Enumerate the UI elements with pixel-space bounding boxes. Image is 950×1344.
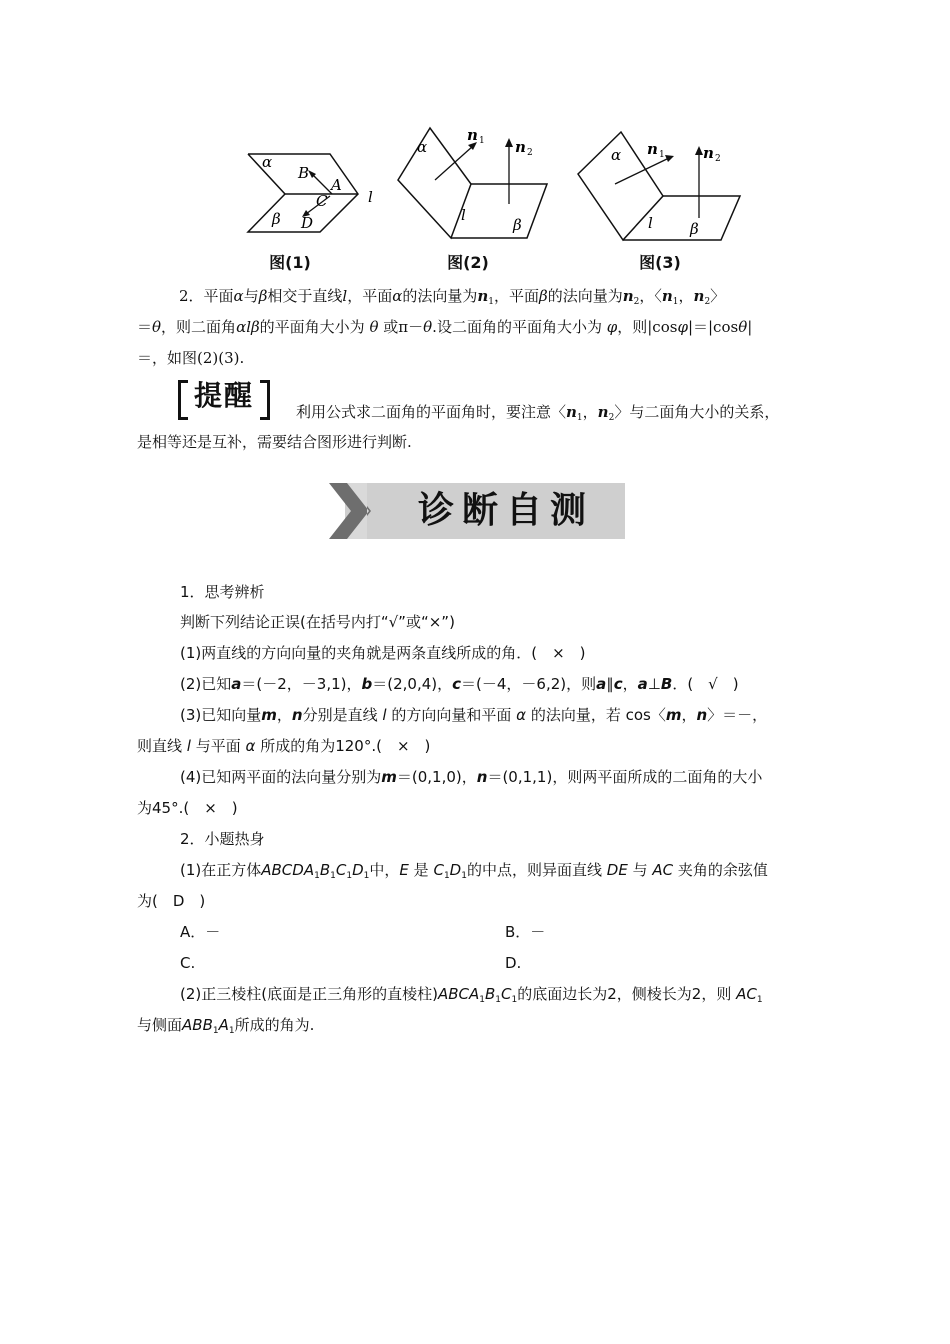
text: 分别是直线 [302, 706, 378, 724]
text: 的法向量为 [547, 287, 623, 305]
figure-3-alpha: α [611, 146, 622, 164]
vector-a: a [596, 675, 607, 693]
figure-2-beta: β [513, 216, 522, 234]
heading-thinking: 1．思考辨析 [180, 583, 265, 601]
vector-b-upper: B [660, 675, 673, 693]
text: (4)已知两平面的法向量分别为 [180, 768, 382, 786]
text: (2)已知 [180, 675, 232, 693]
text: 夹角的余弦值 [677, 861, 768, 879]
figure-3-caption: 图(3) [639, 253, 681, 272]
text: 中， [369, 861, 400, 879]
paragraph-line-2 [137, 312, 829, 343]
bracket-right [260, 380, 270, 420]
choice-b: B．－ [505, 923, 546, 941]
text: 利用公式求二面角的平面角时，要注意〈 [296, 403, 567, 421]
problem-1-line-1 [180, 860, 768, 880]
symbol-alpha: α [233, 287, 244, 305]
question-3-line-1 [180, 705, 767, 725]
question-4-line-1 [180, 767, 762, 787]
text: 2．平面 [179, 287, 234, 305]
symbol-theta: θ [369, 318, 379, 336]
subscript: 1 [314, 871, 320, 881]
text: ， [681, 706, 697, 724]
line-de: DE [606, 861, 628, 879]
vertex: D [352, 861, 364, 879]
symbol-theta: θ [423, 318, 433, 336]
vector-n: n [566, 403, 577, 421]
dihedral-angle-paragraph [137, 281, 829, 374]
subscript: 1 [511, 995, 518, 1005]
figure-2-alpha: α [417, 138, 428, 156]
text: 是 [413, 861, 429, 879]
vector-m: m [381, 768, 397, 786]
text: 所成的角为. [234, 1016, 315, 1034]
text: 与侧面 [137, 1016, 183, 1034]
chevron-right-icon [327, 483, 387, 539]
text: ，平面 [347, 287, 393, 305]
instructions: 判断下列结论正误(在括号内打“√”或“×”) [180, 613, 455, 631]
figure-1 [240, 122, 390, 246]
symbol-beta: β [258, 287, 268, 305]
text: 或π－ [383, 318, 424, 336]
text: (1)在正方体 [180, 861, 262, 879]
tip-label-box [178, 378, 270, 418]
symbol-beta: β [539, 287, 548, 305]
symbol-phi: φ [606, 318, 618, 336]
choice-d: D. [505, 954, 522, 972]
text: ，则二面角 [161, 318, 237, 336]
vector-n: n [661, 287, 673, 305]
subscript: 1 [576, 413, 583, 423]
subscript: 1 [495, 995, 502, 1005]
text: 的底面边长为2，侧棱长为2，则 [517, 985, 732, 1003]
subscript: 1 [346, 871, 353, 881]
vector-n: n [477, 287, 489, 305]
text: |＝|cos [687, 318, 739, 336]
subscript: 1 [363, 871, 370, 881]
choice-c: C. [180, 954, 196, 972]
symbol-theta: θ [152, 318, 162, 336]
vector-b: b [361, 675, 373, 693]
text: 的中点，则异面直线 [466, 861, 602, 879]
text: 的方向向量和平面 [391, 706, 512, 724]
figure-3-n1: n [647, 140, 658, 158]
text: (2)正三棱柱(底面是正三角形的直棱柱) [180, 985, 438, 1003]
figure-2-diagram [395, 122, 555, 242]
subscript: 2 [608, 413, 615, 423]
vector-m: m [665, 706, 682, 724]
vertex: C [433, 861, 444, 879]
figure-3-n2: n [703, 144, 714, 162]
text: ， [582, 403, 598, 421]
problem-2-line-2 [137, 1015, 314, 1035]
text: | [747, 318, 753, 336]
symbol-theta: θ [738, 318, 748, 336]
vertex: B [319, 861, 331, 879]
text: 〉＝－， [707, 706, 768, 724]
figure-1-diagram [240, 122, 390, 242]
symbol-alpha: α [516, 706, 527, 724]
problem-1-line-2: 为( D ) [137, 892, 206, 910]
cube-name: ABCDA [261, 861, 315, 879]
face-name: ABB [182, 1016, 213, 1034]
text: ＝(0,1,0)， [396, 768, 477, 786]
tip-line-1 [296, 402, 779, 422]
figure-2 [395, 122, 555, 246]
text: ，平面 [494, 287, 540, 305]
symbol-l: l [186, 737, 191, 755]
tip-line-2: 是相等还是互补，需要结合图形进行判断. [137, 433, 412, 451]
figure-2-n1-sub: 1 [479, 136, 485, 146]
figure-2-caption: 图(2) [447, 253, 489, 272]
vector-m: m [261, 706, 277, 724]
bracket-left [178, 380, 188, 420]
figure-3-n2-sub: 2 [715, 154, 721, 164]
vertex: B [485, 985, 496, 1003]
section-banner [327, 483, 625, 539]
tip-label: 提醒 [194, 379, 255, 412]
subscript: 1 [212, 1026, 219, 1036]
vector-c: c [613, 675, 623, 693]
text: ．( √ ) [672, 675, 739, 693]
vector-n: n [696, 706, 708, 724]
question-4-line-2: 为45°.( × ) [137, 799, 238, 817]
text: 与平面 [195, 737, 241, 755]
symbol-alpha: α [245, 737, 256, 755]
vector-n: n [597, 403, 609, 421]
text: 的法向量，若 cos〈 [530, 706, 666, 724]
problem-2-line-1 [180, 984, 763, 1004]
prism-name: ABCA [437, 985, 480, 1003]
line-ac: AC [736, 985, 757, 1003]
figure-1-point-d: D [301, 214, 314, 232]
line-ac: AC [652, 861, 674, 879]
text: ∥ [606, 675, 614, 693]
question-1: (1)两直线的方向向量的夹角就是两条直线所成的角．( × ) [180, 644, 586, 662]
figure-2-n1: n [467, 126, 478, 144]
symbol-phi: φ [677, 318, 688, 336]
figure-2-n2-sub: 2 [527, 148, 533, 158]
text: (3)已知向量 [180, 706, 262, 724]
text: 则直线 [137, 737, 183, 755]
subscript: 1 [488, 297, 495, 307]
paragraph-line-1 [137, 281, 829, 312]
symbol-l: l [382, 706, 387, 724]
text: 所成的角为120°.( × ) [260, 737, 431, 755]
text: ＝(2,0,4)， [372, 675, 453, 693]
text: 的平面角大小为 [259, 318, 365, 336]
symbol-alpha: α [392, 287, 403, 305]
symbol-l: l [342, 287, 348, 305]
figure-3-line-l: l [648, 214, 653, 232]
dihedral-symbol: αlβ [236, 318, 260, 336]
vector-c: c [452, 675, 462, 693]
text: 〉 [710, 287, 726, 305]
vector-a: a [637, 675, 648, 693]
vertex: D [449, 861, 462, 879]
vector-n: n [622, 287, 634, 305]
figure-1-point-c: C [316, 192, 328, 210]
subscript: 1 [330, 871, 336, 881]
subscript: 1 [461, 871, 467, 881]
paragraph-line-3: ＝，如图(2)(3). [137, 349, 245, 367]
subscript: 1 [672, 297, 679, 307]
vertex: C [335, 861, 347, 879]
text: 相交于直线 [267, 287, 343, 305]
text: ＝(0,1,1)，则两平面所成的二面角的大小 [487, 768, 763, 786]
question-3-line-2 [137, 736, 430, 756]
subscript: 1 [756, 995, 763, 1005]
figure-3-n1-sub: 1 [659, 150, 665, 160]
text: 与 [243, 287, 259, 305]
point-e: E [399, 861, 409, 879]
vertex: C [501, 985, 512, 1003]
figure-3-diagram [575, 122, 745, 247]
choice-a: A．－ [180, 923, 221, 941]
subscript: 1 [479, 995, 485, 1005]
figure-3-beta: β [690, 220, 699, 238]
text: ， [678, 287, 694, 305]
figure-1-point-a: A [331, 176, 342, 194]
heading-warmup: 2．小题热身 [180, 830, 265, 848]
text: .设二面角的平面角大小为 [432, 318, 602, 336]
vector-n: n [693, 287, 705, 305]
text: ＝ [137, 318, 153, 336]
text: ⊥ [647, 675, 661, 693]
subscript: 1 [228, 1026, 235, 1036]
figure-1-caption: 图(1) [269, 253, 311, 272]
text: ，则|cos [617, 318, 678, 336]
text: 〉与二面角大小的关系， [614, 403, 780, 421]
figure-1-point-b: B [298, 164, 310, 182]
figure-1-line-l: l [368, 188, 373, 206]
text: ， [622, 675, 638, 693]
vector-n: n [476, 768, 488, 786]
vertex: A [218, 1016, 229, 1034]
figure-1-alpha: α [262, 153, 273, 171]
text: ＝(－2，－3,1)， [241, 675, 362, 693]
vector-n: n [291, 706, 303, 724]
text: 与 [632, 861, 648, 879]
vector-a: a [231, 675, 242, 693]
text: ，〈 [639, 287, 662, 305]
question-2 [180, 674, 739, 694]
figure-2-line-l: l [461, 206, 466, 224]
subscript: 2 [704, 297, 711, 307]
figure-3 [575, 122, 745, 251]
text: ， [276, 706, 292, 724]
figure-1-beta: β [272, 210, 281, 228]
text: ＝(－4，－6,2)，则 [461, 675, 597, 693]
text: 的法向量为 [402, 287, 478, 305]
figure-2-n2: n [515, 138, 526, 156]
subscript: 2 [633, 297, 640, 307]
subscript: 1 [443, 871, 450, 881]
banner-title: 诊断自测 [417, 490, 594, 531]
